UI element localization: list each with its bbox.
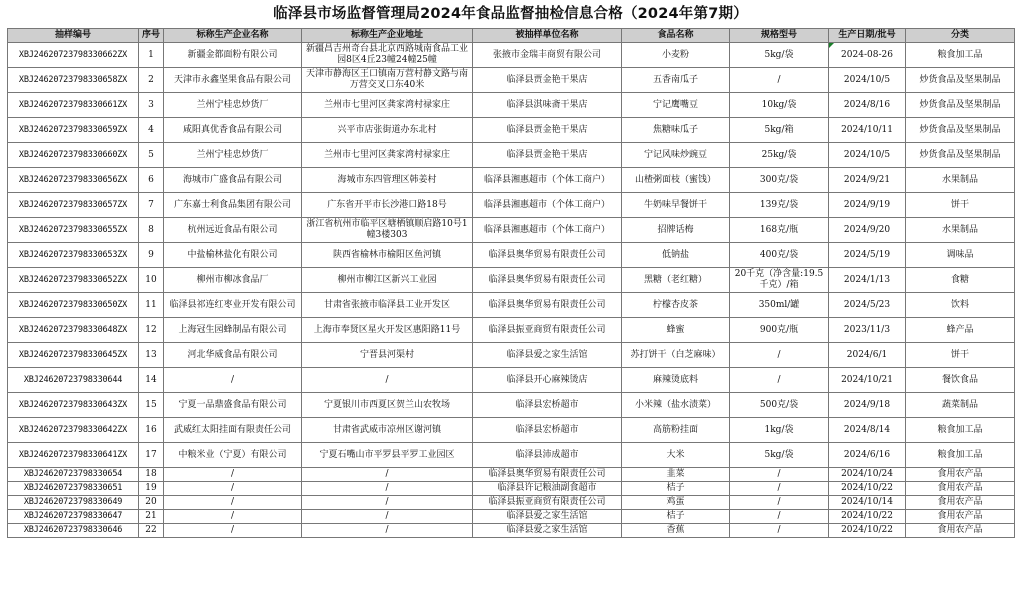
producer-address-cell[interactable]: / bbox=[302, 368, 473, 393]
sample-code-cell[interactable]: XBJ24620723798330658ZX bbox=[8, 68, 139, 93]
production-date-cell[interactable]: 2024/6/16 bbox=[829, 443, 906, 468]
food-name-cell[interactable]: 桔子 bbox=[622, 510, 730, 524]
sampled-unit-cell[interactable]: 临泽县爱之家生活馆 bbox=[473, 343, 622, 368]
specification-cell[interactable]: 350ml/罐 bbox=[730, 293, 829, 318]
producer-address-cell[interactable]: 宁晋县河渠村 bbox=[302, 343, 473, 368]
category-cell[interactable]: 炒货食品及坚果制品 bbox=[906, 118, 1015, 143]
category-cell[interactable]: 粮食加工品 bbox=[906, 443, 1015, 468]
specification-cell[interactable]: 20千克（净含量:19.5千克）/箱 bbox=[730, 268, 829, 293]
sampled-unit-cell[interactable]: 临泽县淇味斋干果店 bbox=[473, 93, 622, 118]
production-date-cell[interactable]: 2023/11/3 bbox=[829, 318, 906, 343]
sample-code-cell[interactable]: XBJ24620723798330652ZX bbox=[8, 268, 139, 293]
sample-code-cell[interactable]: XBJ24620723798330659ZX bbox=[8, 118, 139, 143]
food-name-cell[interactable]: 鸡蛋 bbox=[622, 496, 730, 510]
category-cell[interactable]: 饼干 bbox=[906, 193, 1015, 218]
category-cell[interactable]: 食用农产品 bbox=[906, 496, 1015, 510]
specification-cell[interactable]: 5kg/袋 bbox=[730, 43, 829, 68]
food-name-cell[interactable]: 黑糖（老红糖） bbox=[622, 268, 730, 293]
category-cell[interactable]: 食用农产品 bbox=[906, 468, 1015, 482]
table-row bbox=[8, 510, 1015, 524]
production-date-cell[interactable]: 2024/6/1 bbox=[829, 343, 906, 368]
table-row bbox=[8, 143, 1015, 168]
specification-cell[interactable]: 300克/袋 bbox=[730, 168, 829, 193]
sample-code-cell[interactable]: XBJ24620723798330657ZX bbox=[8, 193, 139, 218]
producer-name-cell[interactable]: / bbox=[164, 468, 302, 482]
food-name-cell[interactable]: 小麦粉 bbox=[622, 43, 730, 68]
category-cell[interactable]: 粮食加工品 bbox=[906, 43, 1015, 68]
table-row bbox=[8, 482, 1015, 496]
specification-cell[interactable]: 139克/袋 bbox=[730, 193, 829, 218]
production-date-cell[interactable]: 2024/10/5 bbox=[829, 143, 906, 168]
food-name-cell[interactable]: 牛奶味早餐饼干 bbox=[622, 193, 730, 218]
serial-no-cell[interactable]: 9 bbox=[139, 243, 164, 268]
producer-name-cell[interactable]: 宁夏一品鼎盛食品有限公司 bbox=[164, 393, 302, 418]
producer-name-cell[interactable]: 新疆金都面粉有限公司 bbox=[164, 43, 302, 68]
food-name-cell[interactable]: 山楂粥面枝（蜜饯） bbox=[622, 168, 730, 193]
specification-cell[interactable]: 5kg/箱 bbox=[730, 118, 829, 143]
header-row bbox=[8, 29, 1015, 43]
category-cell[interactable]: 食糖 bbox=[906, 268, 1015, 293]
table-row bbox=[8, 268, 1015, 293]
sampled-unit-cell[interactable]: 临泽县爱之家生活馆 bbox=[473, 510, 622, 524]
serial-no-cell[interactable]: 3 bbox=[139, 93, 164, 118]
header-production-date[interactable]: 生产日期/批号 bbox=[829, 29, 906, 43]
sample-code-cell[interactable]: XBJ24620723798330655ZX bbox=[8, 218, 139, 243]
specification-cell[interactable]: 10kg/袋 bbox=[730, 93, 829, 118]
category-cell[interactable]: 水果制品 bbox=[906, 218, 1015, 243]
producer-name-cell[interactable]: / bbox=[164, 368, 302, 393]
producer-name-cell[interactable]: / bbox=[164, 524, 302, 538]
producer-address-cell[interactable]: 天津市静海区王口镇南万营村静文路与南万营交叉口东40米 bbox=[302, 68, 473, 93]
specification-cell[interactable]: 500克/袋 bbox=[730, 393, 829, 418]
sample-code-cell[interactable]: XBJ24620723798330646 bbox=[8, 524, 139, 538]
category-cell[interactable]: 蜂产品 bbox=[906, 318, 1015, 343]
table-row bbox=[8, 418, 1015, 443]
sample-code-cell[interactable]: XBJ24620723798330651 bbox=[8, 482, 139, 496]
sampled-unit-cell[interactable]: 临泽县奥华贸易有限责任公司 bbox=[473, 268, 622, 293]
serial-no-cell[interactable]: 22 bbox=[139, 524, 164, 538]
table-row bbox=[8, 118, 1015, 143]
header-food-name[interactable]: 食品名称 bbox=[622, 29, 730, 43]
producer-address-cell[interactable]: / bbox=[302, 482, 473, 496]
specification-cell[interactable]: / bbox=[730, 510, 829, 524]
production-date-cell[interactable]: 2024/9/20 bbox=[829, 218, 906, 243]
production-date-cell[interactable]: 2024/5/19 bbox=[829, 243, 906, 268]
producer-name-cell[interactable]: 咸阳真优香食品有限公司 bbox=[164, 118, 302, 143]
table-row bbox=[8, 293, 1015, 318]
inspection-table bbox=[7, 28, 1015, 538]
production-date-cell[interactable]: 2024/10/22 bbox=[829, 482, 906, 496]
food-name-cell[interactable]: 麻辣烫底料 bbox=[622, 368, 730, 393]
sample-code-cell[interactable]: XBJ24620723798330649 bbox=[8, 496, 139, 510]
sampled-unit-cell[interactable]: 临泽县贾金艳干果店 bbox=[473, 68, 622, 93]
producer-address-cell[interactable]: / bbox=[302, 468, 473, 482]
serial-no-cell[interactable]: 1 bbox=[139, 43, 164, 68]
producer-name-cell[interactable]: / bbox=[164, 496, 302, 510]
serial-no-cell[interactable]: 11 bbox=[139, 293, 164, 318]
table-row bbox=[8, 218, 1015, 243]
sampled-unit-cell[interactable]: 临泽县湘惠超市（个体工商户） bbox=[473, 218, 622, 243]
producer-address-cell[interactable]: 宁夏银川市西夏区贺兰山农牧场 bbox=[302, 393, 473, 418]
sample-code-cell[interactable]: XBJ24620723798330662ZX bbox=[8, 43, 139, 68]
producer-name-cell[interactable]: 杭州远近食品有限公司 bbox=[164, 218, 302, 243]
food-name-cell[interactable]: 苏打饼干（白芝麻味） bbox=[622, 343, 730, 368]
producer-name-cell[interactable]: 河北华威食品有限公司 bbox=[164, 343, 302, 368]
food-name-cell[interactable]: 大米 bbox=[622, 443, 730, 468]
sample-code-cell[interactable]: XBJ24620723798330654 bbox=[8, 468, 139, 482]
sample-code-cell[interactable]: XBJ24620723798330653ZX bbox=[8, 243, 139, 268]
producer-name-cell[interactable]: / bbox=[164, 482, 302, 496]
producer-name-cell[interactable]: / bbox=[164, 510, 302, 524]
table-body bbox=[8, 43, 1015, 538]
production-date-cell[interactable]: 2024/9/18 bbox=[829, 393, 906, 418]
producer-name-cell[interactable]: 武威红太阳挂面有限责任公司 bbox=[164, 418, 302, 443]
category-cell[interactable]: 餐饮食品 bbox=[906, 368, 1015, 393]
production-date-cell[interactable]: 2024/10/22 bbox=[829, 510, 906, 524]
sampled-unit-cell[interactable]: 临泽县奥华贸易有限责任公司 bbox=[473, 468, 622, 482]
table-row bbox=[8, 193, 1015, 218]
producer-name-cell[interactable]: 柳州市柳冰食品厂 bbox=[164, 268, 302, 293]
serial-no-cell[interactable]: 12 bbox=[139, 318, 164, 343]
sample-code-cell[interactable]: XBJ24620723798330645ZX bbox=[8, 343, 139, 368]
serial-no-cell[interactable]: 15 bbox=[139, 393, 164, 418]
serial-no-cell[interactable]: 5 bbox=[139, 143, 164, 168]
sample-code-cell[interactable]: XBJ24620723798330661ZX bbox=[8, 93, 139, 118]
specification-cell[interactable]: 25kg/袋 bbox=[730, 143, 829, 168]
specification-cell[interactable]: 168克/瓶 bbox=[730, 218, 829, 243]
production-date-cell[interactable]: 2024-08-26 bbox=[829, 43, 906, 68]
production-date-cell[interactable]: 2024/10/14 bbox=[829, 496, 906, 510]
serial-no-cell[interactable]: 20 bbox=[139, 496, 164, 510]
production-date-cell[interactable]: 2024/1/13 bbox=[829, 268, 906, 293]
producer-address-cell[interactable]: 柳州市柳江区新兴工业园 bbox=[302, 268, 473, 293]
producer-address-cell[interactable]: 新疆昌吉州奇台县北京西路城南食品工业园8区4丘23幢24幢25幢 bbox=[302, 43, 473, 68]
production-date-cell[interactable]: 2024/8/16 bbox=[829, 93, 906, 118]
sampled-unit-cell[interactable]: 临泽县奥华贸易有限责任公司 bbox=[473, 243, 622, 268]
table-row bbox=[8, 68, 1015, 93]
producer-address-cell[interactable]: / bbox=[302, 524, 473, 538]
food-name-cell[interactable]: 高筋粉挂面 bbox=[622, 418, 730, 443]
specification-cell[interactable]: / bbox=[730, 468, 829, 482]
specification-cell[interactable]: / bbox=[730, 343, 829, 368]
production-date-cell[interactable]: 2024/10/11 bbox=[829, 118, 906, 143]
header-producer-name[interactable]: 标称生产企业名称 bbox=[164, 29, 302, 43]
serial-no-cell[interactable]: 10 bbox=[139, 268, 164, 293]
header-producer-address[interactable]: 标称生产企业地址 bbox=[302, 29, 473, 43]
sampled-unit-cell[interactable]: 临泽县振亚商贸有限责任公司 bbox=[473, 318, 622, 343]
producer-name-cell[interactable]: 兰州宁桂忠炒货厂 bbox=[164, 143, 302, 168]
specification-cell[interactable]: / bbox=[730, 482, 829, 496]
sample-code-cell[interactable]: XBJ24620723798330647 bbox=[8, 510, 139, 524]
sample-code-cell[interactable]: XBJ24620723798330648ZX bbox=[8, 318, 139, 343]
header-sampled-unit[interactable]: 被抽样单位名称 bbox=[473, 29, 622, 43]
serial-no-cell[interactable]: 7 bbox=[139, 193, 164, 218]
serial-no-cell[interactable]: 17 bbox=[139, 443, 164, 468]
specification-cell[interactable]: / bbox=[730, 524, 829, 538]
production-date-cell[interactable]: 2024/8/14 bbox=[829, 418, 906, 443]
producer-address-cell[interactable]: 兴平市店张街道办东北村 bbox=[302, 118, 473, 143]
serial-no-cell[interactable]: 16 bbox=[139, 418, 164, 443]
table-row bbox=[8, 168, 1015, 193]
category-cell[interactable]: 食用农产品 bbox=[906, 524, 1015, 538]
production-date-cell[interactable]: 2024/9/21 bbox=[829, 168, 906, 193]
production-date-cell[interactable]: 2024/10/24 bbox=[829, 468, 906, 482]
production-date-cell[interactable]: 2024/10/21 bbox=[829, 368, 906, 393]
producer-address-cell[interactable]: 甘肃省武威市凉州区谢河镇 bbox=[302, 418, 473, 443]
producer-address-cell[interactable]: 宁夏石嘴山市平罗县平罗工业园区 bbox=[302, 443, 473, 468]
sampled-unit-cell[interactable]: 临泽县振亚商贸有限责任公司 bbox=[473, 496, 622, 510]
header-category[interactable]: 分类 bbox=[906, 29, 1015, 43]
producer-address-cell[interactable]: 海城市东四管理区韩姜村 bbox=[302, 168, 473, 193]
sampled-unit-cell[interactable]: 临泽县爱之家生活馆 bbox=[473, 524, 622, 538]
document-title: 临泽县市场监督管理局2024年食品监督抽检信息合格（2024年第7期） bbox=[273, 6, 748, 22]
sampled-unit-cell[interactable]: 临泽县沛成超市 bbox=[473, 443, 622, 468]
table-row bbox=[8, 43, 1015, 68]
category-cell[interactable]: 饼干 bbox=[906, 343, 1015, 368]
category-cell[interactable]: 水果制品 bbox=[906, 168, 1015, 193]
sampled-unit-cell[interactable]: 临泽县贾金艳干果店 bbox=[473, 143, 622, 168]
producer-address-cell[interactable]: / bbox=[302, 510, 473, 524]
producer-address-cell[interactable]: 广东省开平市长沙港口路18号 bbox=[302, 193, 473, 218]
category-cell[interactable]: 粮食加工品 bbox=[906, 418, 1015, 443]
sample-code-cell[interactable]: XBJ24620723798330656ZX bbox=[8, 168, 139, 193]
sampled-unit-cell[interactable]: 临泽县许记粮油副食超市 bbox=[473, 482, 622, 496]
food-name-cell[interactable]: 焦糖味瓜子 bbox=[622, 118, 730, 143]
category-cell[interactable]: 食用农产品 bbox=[906, 510, 1015, 524]
serial-no-cell[interactable]: 21 bbox=[139, 510, 164, 524]
producer-address-cell[interactable]: 甘肃省张掖市临泽县工业开发区 bbox=[302, 293, 473, 318]
table-row bbox=[8, 443, 1015, 468]
sample-code-cell[interactable]: XBJ24620723798330650ZX bbox=[8, 293, 139, 318]
serial-no-cell[interactable]: 2 bbox=[139, 68, 164, 93]
food-name-cell[interactable]: 蜂蜜 bbox=[622, 318, 730, 343]
serial-no-cell[interactable]: 6 bbox=[139, 168, 164, 193]
producer-address-cell[interactable]: / bbox=[302, 496, 473, 510]
table-row bbox=[8, 368, 1015, 393]
producer-name-cell[interactable]: 中粮米业（宁夏）有限公司 bbox=[164, 443, 302, 468]
producer-name-cell[interactable]: 天津市永鑫坚果食品有限公司 bbox=[164, 68, 302, 93]
specification-cell[interactable]: 400克/袋 bbox=[730, 243, 829, 268]
sampled-unit-cell[interactable]: 临泽县宏桥超市 bbox=[473, 393, 622, 418]
production-date-cell[interactable]: 2024/5/23 bbox=[829, 293, 906, 318]
sampled-unit-cell[interactable]: 临泽县贾金艳干果店 bbox=[473, 118, 622, 143]
producer-name-cell[interactable]: 上海冠生园蜂制品有限公司 bbox=[164, 318, 302, 343]
sampled-unit-cell[interactable]: 临泽县宏桥超市 bbox=[473, 418, 622, 443]
producer-address-cell[interactable]: 兰州市七里河区龚家湾村禄家庄 bbox=[302, 143, 473, 168]
category-cell[interactable]: 食用农产品 bbox=[906, 482, 1015, 496]
sampled-unit-cell[interactable]: 张掖市金瑞丰商贸有限公司 bbox=[473, 43, 622, 68]
table-row bbox=[8, 496, 1015, 510]
table-row bbox=[8, 243, 1015, 268]
sample-code-cell[interactable]: XBJ24620723798330660ZX bbox=[8, 143, 139, 168]
producer-address-cell[interactable]: 陕西省榆林市榆阳区鱼河镇 bbox=[302, 243, 473, 268]
table-row bbox=[8, 393, 1015, 418]
header-specification[interactable]: 规格型号 bbox=[730, 29, 829, 43]
food-name-cell[interactable]: 招牌话梅 bbox=[622, 218, 730, 243]
producer-address-cell[interactable]: 浙江省杭州市临平区塘栖镇顺启路10号1幢3楼303 bbox=[302, 218, 473, 243]
producer-address-cell[interactable]: 兰州市七里河区龚家湾村禄家庄 bbox=[302, 93, 473, 118]
category-cell[interactable]: 蔬菜制品 bbox=[906, 393, 1015, 418]
table-row bbox=[8, 93, 1015, 118]
food-name-cell[interactable]: 韭菜 bbox=[622, 468, 730, 482]
sample-code-cell[interactable]: XBJ24620723798330643ZX bbox=[8, 393, 139, 418]
category-cell[interactable]: 炒货食品及坚果制品 bbox=[906, 143, 1015, 168]
food-name-cell[interactable]: 小米辣（盐水渍菜） bbox=[622, 393, 730, 418]
sample-code-cell[interactable]: XBJ24620723798330642ZX bbox=[8, 418, 139, 443]
producer-name-cell[interactable]: 临泽县祁连红枣业开发有限公司 bbox=[164, 293, 302, 318]
sampled-unit-cell[interactable]: 临泽县湘惠超市（个体工商户） bbox=[473, 193, 622, 218]
serial-no-cell[interactable]: 14 bbox=[139, 368, 164, 393]
serial-no-cell[interactable]: 4 bbox=[139, 118, 164, 143]
serial-no-cell[interactable]: 8 bbox=[139, 218, 164, 243]
sample-code-cell[interactable]: XBJ24620723798330641ZX bbox=[8, 443, 139, 468]
header-serial-no[interactable]: 序号 bbox=[139, 29, 164, 43]
producer-name-cell[interactable]: 兰州宁桂忠炒货厂 bbox=[164, 93, 302, 118]
food-name-cell[interactable]: 宁记鹰嘴豆 bbox=[622, 93, 730, 118]
category-cell[interactable]: 调味品 bbox=[906, 243, 1015, 268]
production-date-cell[interactable]: 2024/9/19 bbox=[829, 193, 906, 218]
production-date-cell[interactable]: 2024/10/5 bbox=[829, 68, 906, 93]
sample-code-cell[interactable]: XBJ24620723798330644 bbox=[8, 368, 139, 393]
specification-cell[interactable]: 5kg/袋 bbox=[730, 443, 829, 468]
food-name-cell[interactable]: 桔子 bbox=[622, 482, 730, 496]
serial-no-cell[interactable]: 19 bbox=[139, 482, 164, 496]
food-name-cell[interactable]: 宁记风味炒豌豆 bbox=[622, 143, 730, 168]
food-name-cell[interactable]: 柠檬杏皮茶 bbox=[622, 293, 730, 318]
category-cell[interactable]: 炒货食品及坚果制品 bbox=[906, 93, 1015, 118]
category-cell[interactable]: 饮料 bbox=[906, 293, 1015, 318]
table-row bbox=[8, 343, 1015, 368]
food-name-cell[interactable]: 低钠盐 bbox=[622, 243, 730, 268]
sampled-unit-cell[interactable]: 临泽县开心麻辣烫店 bbox=[473, 368, 622, 393]
sampled-unit-cell[interactable]: 临泽县湘惠超市（个体工商户） bbox=[473, 168, 622, 193]
header-sample-code[interactable]: 抽样编号 bbox=[8, 29, 139, 43]
producer-address-cell[interactable]: 上海市奉贤区星火开发区惠阳路11号 bbox=[302, 318, 473, 343]
specification-cell[interactable]: / bbox=[730, 368, 829, 393]
category-cell[interactable]: 炒货食品及坚果制品 bbox=[906, 68, 1015, 93]
food-name-cell[interactable]: 五香南瓜子 bbox=[622, 68, 730, 93]
sampled-unit-cell[interactable]: 临泽县奥华贸易有限责任公司 bbox=[473, 293, 622, 318]
table-row bbox=[8, 524, 1015, 538]
producer-name-cell[interactable]: 海城市广盛食品有限公司 bbox=[164, 168, 302, 193]
food-name-cell[interactable]: 香蕉 bbox=[622, 524, 730, 538]
producer-name-cell[interactable]: 中盐榆林盐化有限公司 bbox=[164, 243, 302, 268]
specification-cell[interactable]: / bbox=[730, 68, 829, 93]
table-row bbox=[8, 468, 1015, 482]
specification-cell[interactable]: / bbox=[730, 496, 829, 510]
production-date-cell[interactable]: 2024/10/22 bbox=[829, 524, 906, 538]
serial-no-cell[interactable]: 13 bbox=[139, 343, 164, 368]
specification-cell[interactable]: 900克/瓶 bbox=[730, 318, 829, 343]
producer-name-cell[interactable]: 广东嘉士利食品集团有限公司 bbox=[164, 193, 302, 218]
table-row bbox=[8, 318, 1015, 343]
specification-cell[interactable]: 1kg/袋 bbox=[730, 418, 829, 443]
serial-no-cell[interactable]: 18 bbox=[139, 468, 164, 482]
